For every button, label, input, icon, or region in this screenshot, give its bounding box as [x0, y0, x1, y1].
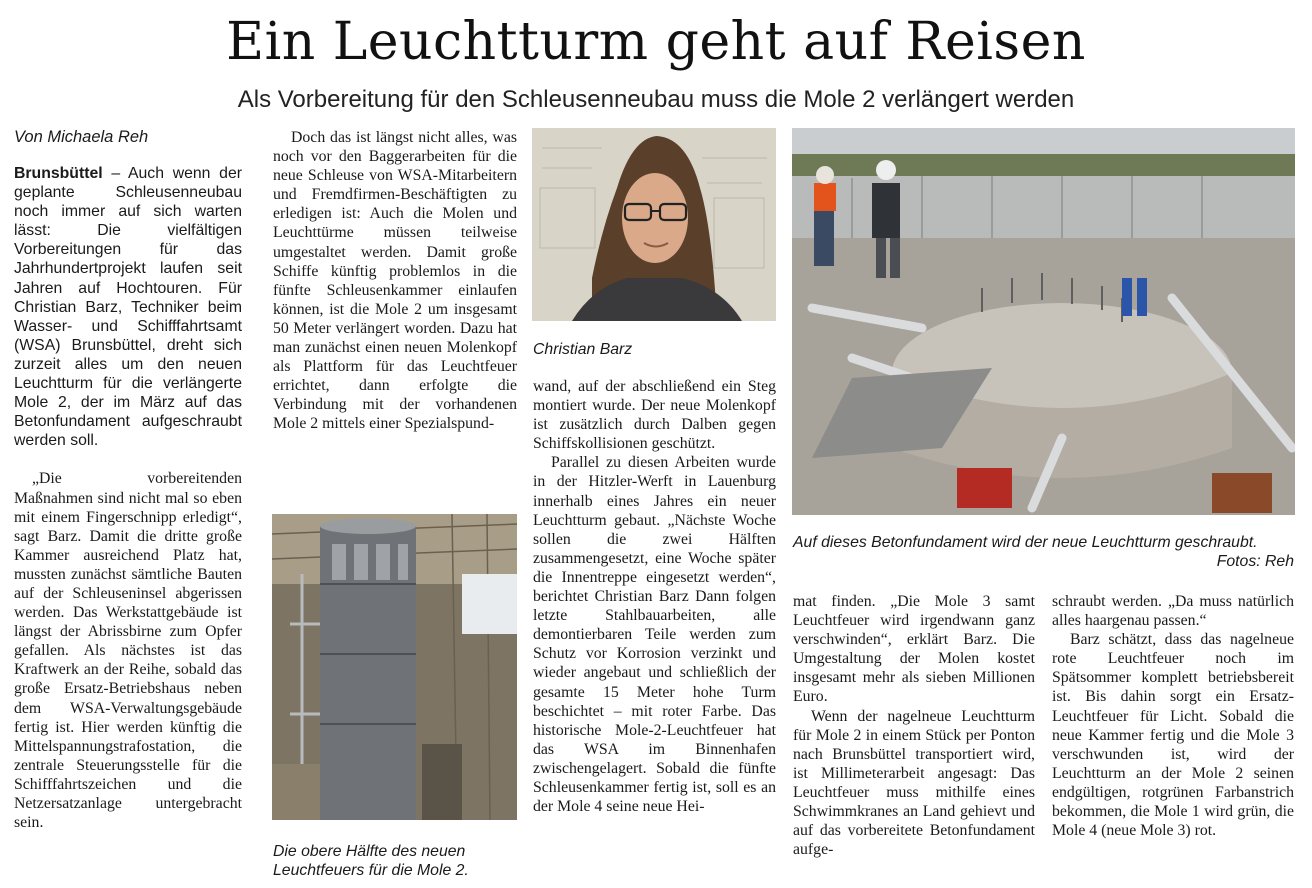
portrait-caption: Christian Barz [533, 341, 633, 358]
paragraph: mat finden. „Die Mole 3 samt Leuchtfeuer wird irgendwann ganz verschwinden“, erklärt Barz. Die Umgestaltung der Molen kostet insgesamt mehr als sieben Millionen Euro. [793, 593, 1035, 706]
portrait-image [532, 128, 776, 321]
paragraph: wand, auf der abschließend ein Steg montiert wurde. Der neue Molenkopf ist zusätzlich durch Dalben gegen Schiffskollisionen geschützt. [533, 378, 776, 453]
paragraph: schraubt werden. „Da muss natürlich alles haargenau passen.“ [1052, 593, 1294, 630]
tower-caption: Die obere Hälfte des neuen Leuchtfeuers für die Mole 2. [273, 843, 469, 879]
subheadline: Als Vorbereitung für den Schleusenneubau muss die Mole 2 verlängert werden [237, 86, 1075, 113]
article-column-4 [793, 592, 1035, 859]
tower-image [272, 514, 517, 820]
foundation-caption: Auf dieses Betonfundament wird der neue Leuchtturm geschraubt. [793, 534, 1258, 551]
paragraph-text: – Auch wenn der geplante Schleusenneubau noch immer auf sich warten lässt: Die vielfältigen Vorbereitungen für das Jahrhundertprojekt laufen seit Jahren auf Hochtouren. Für Christian Barz, Techniker beim Wasser- und Schifffahrtsamt (WSA) Brunsbüttel, dreht sich zurzeit alles um den neuen Leuchtturm für die verlängerte Mole 2, der im März auf das Betonfundament aufgeschraubt werden soll. [14, 165, 242, 450]
foundation-photo [792, 128, 1295, 515]
foundation-image [792, 128, 1295, 515]
headline: Ein Leuchtturm geht auf Reisen [226, 12, 1086, 72]
paragraph: Wenn der nagelneue Leuchtturm für Mole 2 in einem Stück per Ponton nach Brunsbüttel transportiert wird, ist Millimeterarbeit angesagt: Das Leuchtfeuer muss mithilfe eines Schwimmkranes an Land gehievt und auf das vorbereitete Betonfundament aufge- [793, 707, 1035, 859]
paragraph: „Die vorbereitenden Maßnahmen sind nicht mal so eben mit einem Fingerschnipp erledigt“, sagt Barz. Damit die dritte große Kammer ausreichend Platz hat, mussten zunächst sämtliche Bauten auf der Schleuseninsel abgerissen werden. Das Werkstattgebäude ist längst der Abrissbirne zum Opfer gefallen. Als nächstes ist das Kraftwerk an der Reihe, sobald das große Ersatz-Betriebshaus neben dem WSA-Verwaltungsgebäude fertig ist. Hier werden künftig die Mittelspannungstrafostation, die zentrale Steuerungsstelle für die Schifffahrtszeichen und die Netzersatzanlage untergebracht sein. [14, 470, 242, 832]
portrait-photo [532, 128, 776, 321]
paragraph: Parallel zu diesen Arbeiten wurde in der Hitzler-Werft in Lauenburg innerhalb eines Jahres ein neuer Leuchtturm gebaut. „Nächste Woche sollen die zwei Hälften zusammengesetzt, eine Woche später die Innentreppe eingesetzt werden“, berichtet Christian Barz Dann folgen letzte Stahlbauarbeiten, alle demontierbaren Teile werden zum Schutz vor Korrosion verzinkt und wieder angebaut und schließlich der gesamte 15 Meter hohe Turm beschichtet – mit roter Farbe. Das historische Mole-2-Leuchtfeuer hat das WSA im Binnenhafen zwischengelagert. Sobald die fünfte Schleusenkammer fertig ist, soll es an der Mole 4 seine neue Hei- [533, 454, 776, 816]
article-column-2 [273, 128, 517, 434]
paragraph: Doch das ist längst nicht alles, was noch vor den Baggerarbeiten für die neue Schleuse von WSA-Mitarbeitern und Fremdfirmen-Beschäftigten zu erledigen ist: Auch die Molen und Leuchttürme müssen teilweise umgestaltet werden. Damit große Schiffe künftig problemlos in die fünfte Schleusenkammer einlaufen können, ist die Mole 2 um insgesamt 50 Meter verlängert worden. Dazu hat man zunächst einen neuen Molenkopf als Plattform für das Leuchtfeuer errichtet, dann erfolgte die Verbindung mit der vorhandenen Mole 2 mittels einer Spezialspund- [273, 129, 517, 433]
paragraph [14, 164, 242, 450]
article-column-1 [14, 164, 242, 832]
article-column-3 [533, 377, 776, 816]
byline: Von Michaela Reh [14, 128, 149, 146]
photo-credit: Fotos: Reh [1216, 553, 1294, 570]
paragraph: Barz schätzt, dass das nagelneue rote Leuchtfeuer noch im Spätsommer komplett betriebsbereit ist. Bis dahin sorgt ein Ersatz-Leuchtfeuer für Licht. Sobald die neue Kammer fertig und die Mole 3 verschwunden ist, wird der Leuchtturm an der Mole 2 seinen endgültigen, rotgrünen Farbanstrich bekommen, die Mole 1 wird grün, die Mole 4 (neue Mole 3) rot. [1052, 631, 1294, 840]
article-column-5 [1052, 592, 1294, 840]
dateline: Brunsbüttel [14, 165, 103, 182]
tower-photo [272, 514, 517, 820]
